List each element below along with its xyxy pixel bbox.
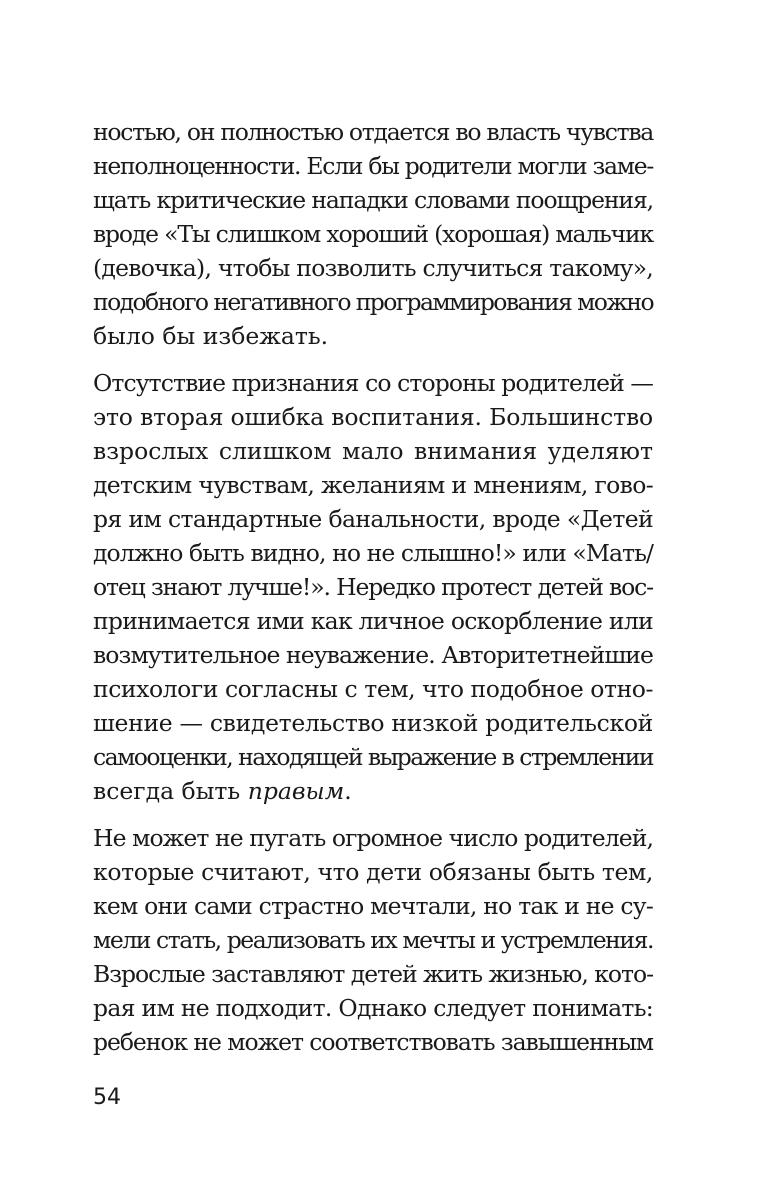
text-line: должно быть видно, но не слышно!» или «Мать/ — [93, 539, 653, 567]
paragraph-3 — [93, 821, 653, 1059]
text-line: принимается ими как личное оскорбление или — [93, 607, 653, 635]
text-line: которые считают, что дети обязаны быть тем, — [93, 858, 653, 886]
paragraph-gap — [93, 353, 653, 366]
text-line: взрослых слишком мало внимания уделяют — [93, 437, 653, 465]
paragraph-1 — [93, 115, 653, 353]
text-line: это вторая ошибка воспитания. Большинство — [93, 403, 653, 431]
text-line: психологи согласны с тем, что подобное отно- — [93, 675, 653, 703]
text-run: . — [344, 777, 352, 805]
text-line: Не может не пугать огромное число родителей, — [93, 824, 653, 852]
text-line: было бы избежать. — [93, 322, 329, 350]
text-run: всегда быть — [93, 777, 248, 805]
text-line: Отсутствие признания со стороны родителей — — [93, 369, 653, 397]
text-line: ностью, он полностью отдается во власть чувства — [93, 118, 653, 146]
text-line: отец знают лучше!». Нередко протест детей вос- — [93, 573, 653, 601]
body-text — [93, 115, 653, 1059]
text-line: рая им не подходит. Однако следует понимать: — [93, 994, 653, 1022]
text-line: вроде «Ты слишком хороший (хорошая) мальчик — [93, 220, 653, 248]
text-line: щать критические нападки словами поощрения, — [93, 186, 653, 214]
text-line-with-emphasis — [93, 774, 653, 808]
text-line: кем они сами страстно мечтали, но так и не су- — [93, 892, 653, 920]
text-line: самооценки, находящей выражение в стремлении — [93, 743, 653, 771]
text-line: неполноценности. Если бы родители могли заме- — [93, 152, 653, 180]
text-line: подобного негативного программирования можно — [93, 288, 653, 316]
emphasized-word: правым — [247, 777, 345, 805]
text-line: (девочка), чтобы позволить случиться такому», — [93, 254, 653, 282]
text-line: мели стать, реализовать их мечты и устремления. — [93, 926, 653, 954]
text-line: детским чувствам, желаниям и мнениям, гово- — [93, 471, 653, 499]
text-line: Взрослые заставляют детей жить жизнью, кото- — [93, 960, 653, 988]
text-line: ребенок не может соответствовать завышенным — [93, 1028, 653, 1056]
text-line: шение — свидетельство низкой родительской — [93, 709, 653, 737]
paragraph-gap — [93, 808, 653, 821]
text-line: ря им стандартные банальности, вроде «Детей — [93, 505, 653, 533]
page-number: 54 — [93, 1085, 121, 1110]
paragraph-2 — [93, 366, 653, 808]
text-line: возмутительное неуважение. Авторитетнейшие — [93, 641, 653, 669]
